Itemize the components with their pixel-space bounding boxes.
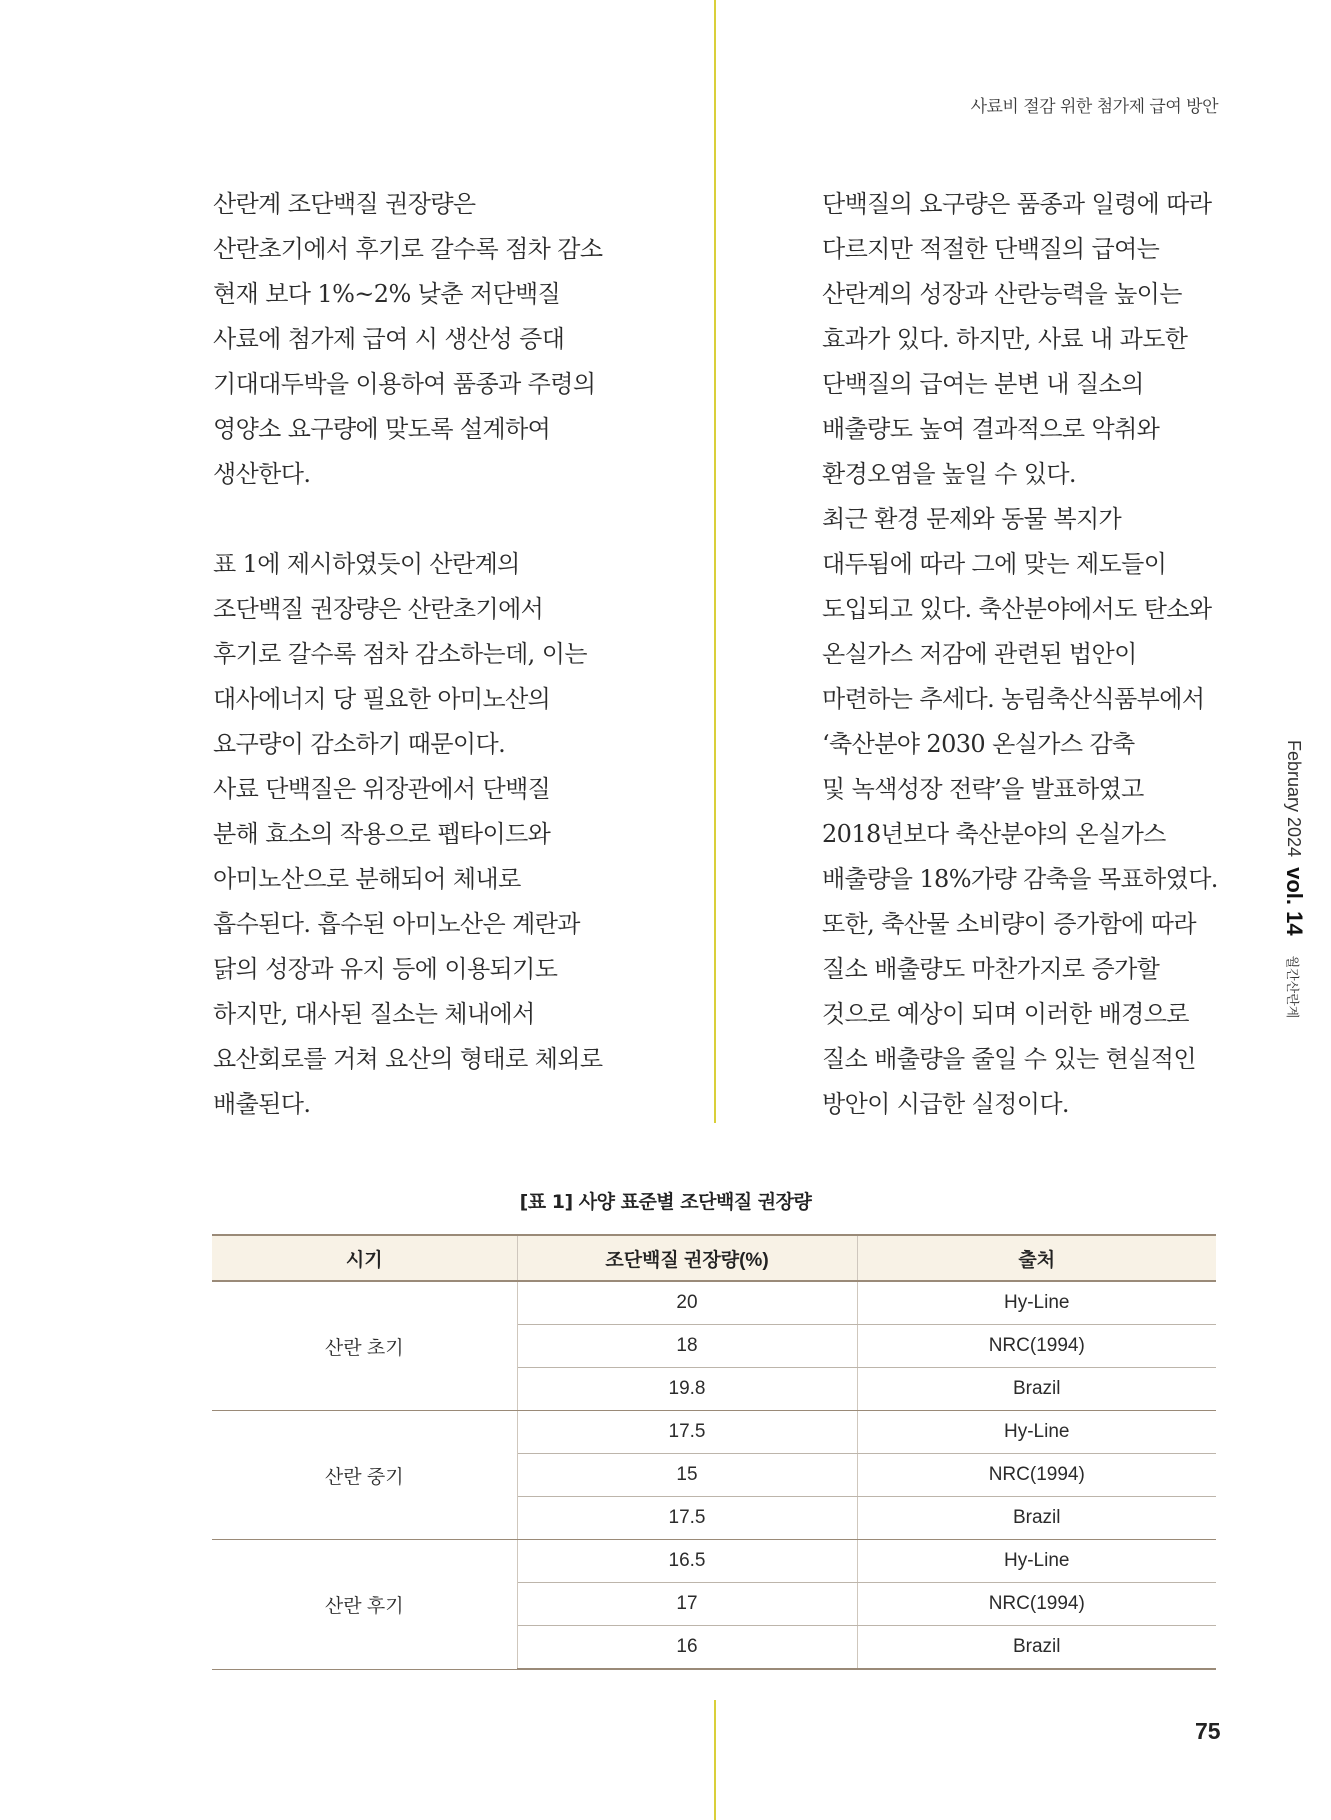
text-line: 것으로 예상이 되며 이러한 배경으로	[822, 1000, 1189, 1028]
text-line: 마련하는 추세다. 농림축산식품부에서	[822, 685, 1205, 713]
header-source: 출처	[857, 1235, 1216, 1281]
source-cell: Brazil	[857, 1497, 1216, 1540]
header-period: 시기	[212, 1235, 517, 1281]
text-line: 기대대두박을 이용하여 품종과 주령의	[213, 370, 596, 398]
center-divider-top	[714, 0, 716, 1123]
text-line: 사료에 첨가제 급여 시 생산성 증대	[213, 325, 565, 353]
text-line: 분해 효소의 작용으로 펩타이드와	[213, 820, 551, 848]
protein-value: 19.8	[517, 1368, 857, 1411]
text-line: 배출량도 높여 결과적으로 악취와	[822, 415, 1160, 443]
text-line: 단백질의 요구량은 품종과 일령에 따라	[822, 190, 1212, 218]
text-line: 질소 배출량을 줄일 수 있는 현실적인	[822, 1045, 1196, 1073]
protein-value: 17.5	[517, 1497, 857, 1540]
table-row	[212, 1411, 1216, 1454]
issue-volume: vol. 14	[1282, 867, 1307, 936]
text-line: 아미노산으로 분해되어 체내로	[213, 865, 521, 893]
text-line: 산란초기에서 후기로 갈수록 점차 감소	[213, 235, 603, 263]
center-divider-bottom	[714, 1700, 716, 1820]
right-column-text	[822, 182, 1242, 1127]
table-row	[212, 1540, 1216, 1583]
text-line: ‘축산분야 2030 온실가스 감축	[822, 730, 1135, 758]
text-line: 도입되고 있다. 축산분야에서도 탄소와	[822, 595, 1212, 623]
text-line: 환경오염을 높일 수 있다.	[822, 460, 1076, 488]
text-line: 질소 배출량도 마찬가지로 증가할	[822, 955, 1160, 983]
period-cell: 산란 중기	[212, 1411, 517, 1540]
text-line: 방안이 시급한 실정이다.	[822, 1090, 1069, 1118]
protein-value: 18	[517, 1325, 857, 1368]
text-line: 흡수된다. 흡수된 아미노산은 계란과	[213, 910, 580, 938]
magazine-name: 월간산란계	[1285, 955, 1301, 1019]
text-line: 대사에너지 당 필요한 아미노산의	[213, 685, 551, 713]
source-cell: Hy-Line	[857, 1281, 1216, 1325]
paragraph-gap	[213, 497, 683, 542]
protein-value: 15	[517, 1454, 857, 1497]
source-cell: NRC(1994)	[857, 1325, 1216, 1368]
table-title: [표 1] 사양 표준별 조단백질 권장량	[519, 1191, 812, 1213]
text-line: 현재 보다 1%~2% 낮춘 저단백질	[213, 280, 561, 308]
text-line: 닭의 성장과 유지 등에 이용되기도	[213, 955, 558, 983]
side-issue-label	[1279, 740, 1309, 1019]
text-line: 최근 환경 문제와 동물 복지가	[822, 505, 1122, 533]
protein-value: 16.5	[517, 1540, 857, 1583]
text-line: 배출된다.	[213, 1090, 311, 1118]
text-line: 표 1에 제시하였듯이 산란계의	[213, 550, 520, 578]
text-line: 또한, 축산물 소비량이 증가함에 따라	[822, 910, 1196, 938]
text-line: 산란계의 성장과 산란능력을 높이는	[822, 280, 1182, 308]
text-line: 효과가 있다. 하지만, 사료 내 과도한	[822, 325, 1188, 353]
text-line: 다르지만 적절한 단백질의 급여는	[822, 235, 1160, 263]
issue-month: February 2024	[1284, 740, 1305, 858]
period-cell: 산란 초기	[212, 1281, 517, 1411]
header-protein: 조단백질 권장량(%)	[517, 1235, 857, 1281]
source-cell: NRC(1994)	[857, 1454, 1216, 1497]
text-line: 배출량을 18%가량 감축을 목표하였다.	[822, 865, 1218, 893]
text-line: 후기로 갈수록 점차 감소하는데, 이는	[213, 640, 587, 668]
period-cell: 산란 후기	[212, 1540, 517, 1670]
text-line: 영양소 요구량에 맞도록 설계하여	[213, 415, 551, 443]
protein-value: 17.5	[517, 1411, 857, 1454]
source-cell: Hy-Line	[857, 1411, 1216, 1454]
left-column-text	[213, 182, 683, 1127]
table-header-row	[212, 1235, 1216, 1281]
source-cell: Brazil	[857, 1368, 1216, 1411]
text-line: 및 녹색성장 전략’을 발표하였고	[822, 775, 1144, 803]
source-cell: Brazil	[857, 1626, 1216, 1670]
text-line: 하지만, 대사된 질소는 체내에서	[213, 1000, 535, 1028]
text-line: 산란계 조단백질 권장량은	[213, 190, 476, 218]
text-line: 요산회로를 거쳐 요산의 형태로 체외로	[213, 1045, 603, 1073]
protein-value: 17	[517, 1583, 857, 1626]
text-line: 생산한다.	[213, 460, 311, 488]
text-line: 2018년보다 축산분야의 온실가스	[822, 820, 1166, 848]
text-line: 단백질의 급여는 분변 내 질소의	[822, 370, 1144, 398]
table-row	[212, 1281, 1216, 1325]
text-line: 대두됨에 따라 그에 맞는 제도들이	[822, 550, 1167, 578]
protein-value: 20	[517, 1281, 857, 1325]
text-line: 조단백질 권장량은 산란초기에서	[213, 595, 544, 623]
text-line: 요구량이 감소하기 때문이다.	[213, 730, 506, 758]
source-cell: Hy-Line	[857, 1540, 1216, 1583]
protein-value: 16	[517, 1626, 857, 1670]
source-cell: NRC(1994)	[857, 1583, 1216, 1626]
page-number: 75	[1195, 1718, 1221, 1744]
running-head: 사료비 절감 위한 첨가제 급여 방안	[970, 97, 1218, 117]
text-line: 사료 단백질은 위장관에서 단백질	[213, 775, 551, 803]
text-line: 온실가스 저감에 관련된 법안이	[822, 640, 1137, 668]
protein-recommendation-table	[212, 1234, 1216, 1670]
